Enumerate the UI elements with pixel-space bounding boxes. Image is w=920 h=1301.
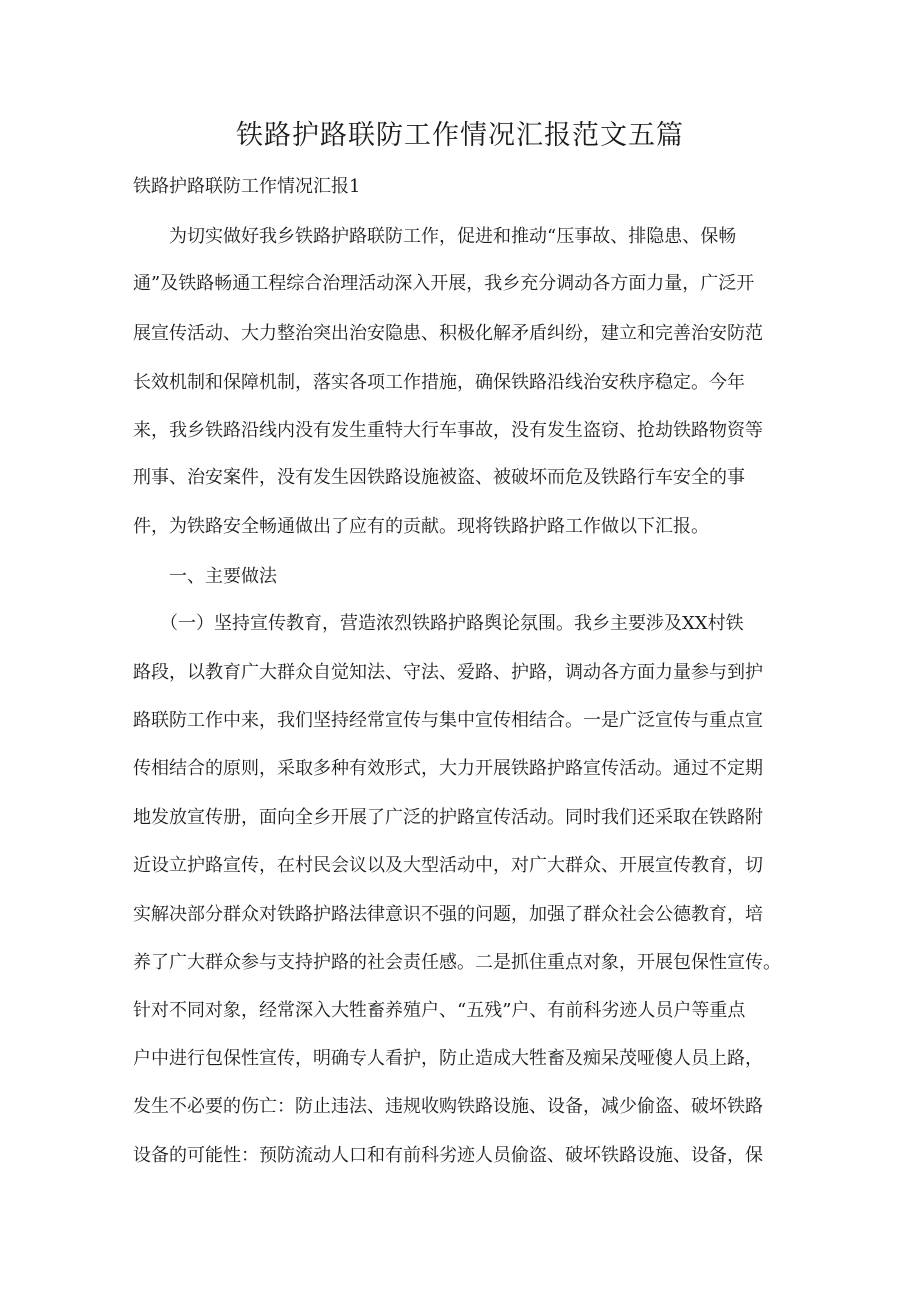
paragraph-line: 户中进行包保性宣传，明确专人看护，防止造成大牲畜及痴呆茂哑傻人员上路， [133,1048,763,1069]
document-title: 铁路护路联防工作情况汇报范文五篇 [236,120,684,151]
paragraph-line: 刑事、治安案件，没有发生因铁路设施被盗、被破坏而危及铁路行车安全的事 [133,467,745,488]
paragraph-line: 长效机制和保障机制，落实各项工作措施，确保铁路沿线治安秩序稳定。今年 [133,372,745,393]
paragraph-line: 通”及铁路畅通工程综合治理活动深入开展，我乡充分调动各方面力量，广泛开 [133,273,755,294]
paragraph-line: 实解决部分群众对铁路护路法律意识不强的问题，加强了群众社会公德教育，培 [133,904,763,925]
paragraph-line: 件，为铁路安全畅通做出了应有的贡献。现将铁路护路工作做以下汇报。 [133,516,709,537]
section-heading: 铁路护路联防工作情况汇报1 [133,176,361,197]
paragraph-line: 设备的可能性：预防流动人口和有前科劣迹人员偷盗、破坏铁路设施、设备，保 [133,1145,763,1166]
paragraph-line: 路联防工作中来，我们坚持经常宣传与集中宣传相结合。一是广泛宣传与重点宣 [133,710,763,731]
paragraph-line: 来，我乡铁路沿线内没有发生重特大行车事故，没有发生盗窃、抢劫铁路物资等 [133,420,763,441]
paragraph-line: 展宣传活动、大力整治突出治安隐患、积极化解矛盾纠纷，建立和完善治安防范 [133,323,763,344]
paragraph-line: 针对不同对象，经常深入大牲畜养殖户、“五残”户、有前科劣迹人员户等重点 [133,1000,746,1021]
paragraph-line: 地发放宣传册，面向全乡开展了广泛的护路宣传活动。同时我们还采取在铁路附 [133,807,763,828]
paragraph-line: （一）坚持宣传教育，营造浓烈铁路护路舆论氛围。我乡主要涉及XX村铁 [133,613,744,634]
paragraph-line: 养了广大群众参与支持护路的社会责任感。二是抓住重点对象，开展包保性宣传。 [133,952,781,973]
paragraph-line: 发生不必要的伤亡：防止违法、违规收购铁路设施、设备，减少偷盗、破坏铁路 [133,1096,763,1117]
paragraph-line: 路段，以教育广大群众自觉知法、守法、爱路、护路，调动各方面力量参与到护 [133,662,763,683]
paragraph-line: 近设立护路宣传，在村民会议以及大型活动中，对广大群众、开展宣传教育，切 [133,855,763,876]
paragraph-line: 传相结合的原则，采取多种有效形式，大力开展铁路护路宣传活动。通过不定期 [133,758,763,779]
section-heading-main-practices: 一、主要做法 [133,566,277,587]
paragraph-line: 为切实做好我乡铁路护路联防工作，促进和推动“压事故、排隐患、保畅 [133,226,737,247]
